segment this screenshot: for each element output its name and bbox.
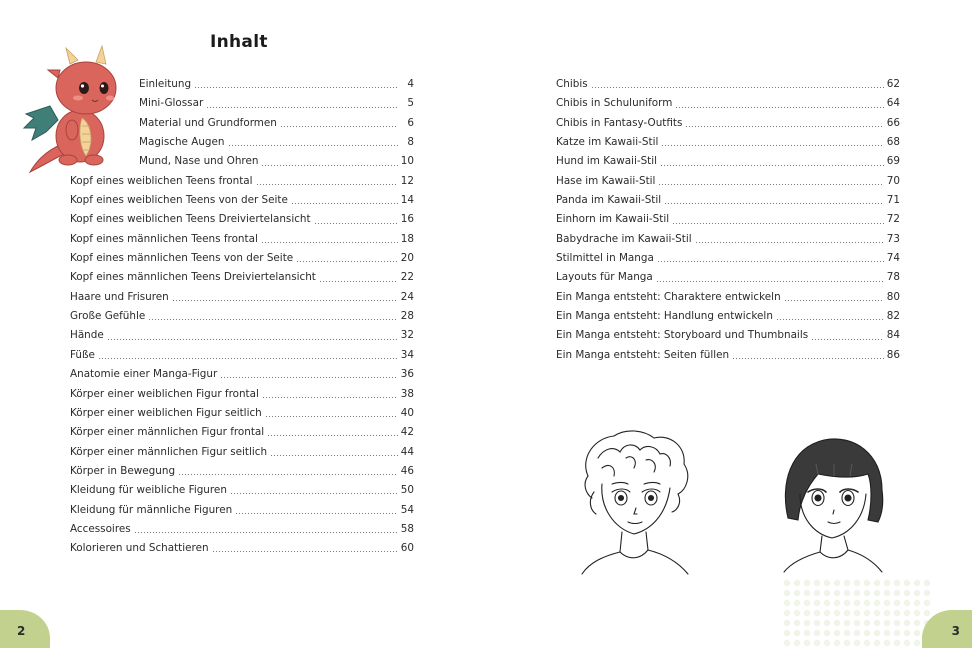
toc-leader-dots xyxy=(265,416,398,417)
toc-entry-page: 60 xyxy=(400,542,414,555)
toc-leader-dots xyxy=(172,300,398,301)
toc-entry-title: Hände xyxy=(70,329,104,342)
toc-entry-title: Körper einer männlichen Figur seitlich xyxy=(70,445,268,458)
toc-entry[interactable] xyxy=(70,346,414,365)
toc-entry[interactable] xyxy=(556,346,900,365)
toc-leader-dots xyxy=(230,493,398,494)
toc-entry[interactable] xyxy=(70,443,414,462)
toc-entry-page: 68 xyxy=(886,136,900,149)
toc-entry-page: 44 xyxy=(400,445,414,458)
toc-entry[interactable] xyxy=(70,501,414,520)
toc-entry-page: 10 xyxy=(400,155,414,168)
toc-leader-dots xyxy=(319,281,398,282)
toc-leader-dots xyxy=(194,87,398,88)
toc-entry-title: Körper in Bewegung xyxy=(70,464,176,477)
toc-leader-dots xyxy=(296,261,398,262)
toc-entry-page: 5 xyxy=(407,97,414,110)
toc-entry-page: 14 xyxy=(400,194,414,207)
toc-entry-title: Chibis in Fantasy-Outfits xyxy=(556,116,683,129)
toc-entry-title: Magische Augen xyxy=(139,136,225,149)
toc-entry-title: Kopf eines weiblichen Teens von der Seite xyxy=(70,194,288,207)
toc-entry-title: Kopf eines weiblichen Teens Dreiviertelansicht xyxy=(70,213,311,226)
toc-leader-dots xyxy=(148,319,398,320)
toc-leader-dots xyxy=(811,339,884,340)
toc-entry-title: Kopf eines männlichen Teens frontal xyxy=(70,232,258,245)
toc-entry-page: 69 xyxy=(886,155,900,168)
toc-leader-dots xyxy=(656,281,884,282)
toc-entry-page: 20 xyxy=(400,252,414,265)
toc-entry-title: Kolorieren und Schattieren xyxy=(70,542,209,555)
toc-entry[interactable] xyxy=(556,94,900,113)
toc-entry-title: Hund im Kawaii-Stil xyxy=(556,155,658,168)
toc-leader-dots xyxy=(256,184,398,185)
toc-entry-title: Körper einer weiblichen Figur seitlich xyxy=(70,406,262,419)
toc-entry-title: Anatomie einer Manga-Figur xyxy=(70,368,218,381)
toc-entry-page: 22 xyxy=(400,271,414,284)
toc-right-column xyxy=(556,75,900,365)
toc-entry-page: 12 xyxy=(400,174,414,187)
toc-leader-dots xyxy=(664,203,884,204)
toc-leader-dots xyxy=(291,203,398,204)
toc-leader-dots xyxy=(591,87,884,88)
toc-entry-title: Katze im Kawaii-Stil xyxy=(556,136,659,149)
toc-leader-dots xyxy=(261,242,398,243)
bob-haired-girl-sketch xyxy=(778,434,890,574)
toc-leader-dots xyxy=(270,455,398,456)
toc-entry[interactable] xyxy=(70,114,414,133)
toc-entry-title: Einleitung xyxy=(139,78,192,90)
toc-entry-page: 71 xyxy=(886,194,900,207)
toc-leader-dots xyxy=(98,358,398,359)
toc-entry-page: 84 xyxy=(886,329,900,342)
toc-entry-page: 70 xyxy=(886,174,900,187)
toc-entry-page: 24 xyxy=(400,290,414,303)
toc-entry[interactable] xyxy=(556,191,900,210)
toc-entry-title: Große Gefühle xyxy=(70,310,146,323)
toc-leader-dots xyxy=(695,242,884,243)
toc-entry[interactable] xyxy=(556,210,900,229)
toc-entry-page: 42 xyxy=(400,426,414,439)
toc-entry-title: Chibis in Schuluniform xyxy=(556,97,673,110)
toc-entry[interactable] xyxy=(556,288,900,307)
toc-leader-dots xyxy=(314,223,398,224)
toc-leader-dots xyxy=(657,261,884,262)
toc-entry-title: Babydrache im Kawaii-Stil xyxy=(556,232,692,245)
toc-entry[interactable] xyxy=(70,210,414,229)
toc-entry[interactable] xyxy=(70,230,414,249)
toc-entry[interactable] xyxy=(70,152,414,171)
toc-entry[interactable] xyxy=(70,423,414,442)
toc-entry-page: 38 xyxy=(400,387,414,400)
toc-entry[interactable] xyxy=(70,94,414,113)
toc-leader-dots xyxy=(261,165,398,166)
toc-leader-dots xyxy=(206,107,398,108)
toc-entry-page: 28 xyxy=(400,310,414,323)
toc-entry-title: Layouts für Manga xyxy=(556,271,653,284)
toc-leader-dots xyxy=(685,126,884,127)
toc-leader-dots xyxy=(178,474,398,475)
toc-entry[interactable] xyxy=(70,75,414,94)
toc-entry-page: 86 xyxy=(886,348,900,361)
toc-entry-page: 4 xyxy=(407,78,414,90)
toc-entry-page: 64 xyxy=(886,97,900,110)
toc-entry[interactable] xyxy=(70,172,414,191)
toc-leader-dots xyxy=(228,145,399,146)
page-number-left xyxy=(0,610,50,648)
toc-entry-title: Mund, Nase und Ohren xyxy=(139,155,259,168)
toc-left-column xyxy=(70,75,414,559)
toc-entry[interactable] xyxy=(70,462,414,481)
toc-entry[interactable] xyxy=(70,268,414,287)
toc-leader-dots xyxy=(107,339,398,340)
toc-leader-dots xyxy=(235,513,398,514)
toc-entry-page: 46 xyxy=(400,464,414,477)
toc-entry-page: 66 xyxy=(886,116,900,129)
toc-entry-page: 50 xyxy=(400,484,414,497)
toc-entry-page: 74 xyxy=(886,252,900,265)
toc-entry-page: 8 xyxy=(407,136,414,149)
toc-leader-dots xyxy=(784,300,884,301)
decorative-dot-pattern xyxy=(782,578,932,648)
curly-haired-boy-sketch xyxy=(574,428,698,578)
toc-entry-page: 80 xyxy=(886,290,900,303)
toc-leader-dots xyxy=(262,397,398,398)
toc-entry[interactable] xyxy=(70,133,414,152)
toc-entry[interactable] xyxy=(70,307,414,326)
toc-entry-page: 36 xyxy=(400,368,414,381)
toc-entry[interactable] xyxy=(70,539,414,558)
toc-leader-dots xyxy=(672,223,884,224)
toc-entry-page: 40 xyxy=(400,406,414,419)
toc-entry[interactable] xyxy=(556,133,900,152)
toc-entry-title: Ein Manga entsteht: Charaktere entwickeln xyxy=(556,290,781,303)
toc-leader-dots xyxy=(220,377,398,378)
toc-entry-title: Ein Manga entsteht: Storyboard und Thumbnails xyxy=(556,329,809,342)
page-number-right-label: 3 xyxy=(951,624,960,638)
toc-entry[interactable] xyxy=(556,249,900,268)
toc-entry-page: 78 xyxy=(886,271,900,284)
toc-entry[interactable] xyxy=(70,326,414,345)
toc-entry[interactable] xyxy=(556,268,900,287)
toc-entry-title: Kopf eines männlichen Teens von der Seite xyxy=(70,252,294,265)
toc-entry-page: 32 xyxy=(400,329,414,342)
toc-entry-title: Einhorn im Kawaii-Stil xyxy=(556,213,670,226)
toc-leader-dots xyxy=(776,319,884,320)
toc-entry[interactable] xyxy=(70,288,414,307)
toc-entry-page: 73 xyxy=(886,232,900,245)
toc-entry-title: Kleidung für weibliche Figuren xyxy=(70,484,227,497)
toc-leader-dots xyxy=(660,165,884,166)
toc-entry-page: 18 xyxy=(400,232,414,245)
toc-entry-title: Kopf eines weiblichen Teens frontal xyxy=(70,174,253,187)
toc-entry-title: Stilmittel in Manga xyxy=(556,252,654,265)
toc-entry[interactable] xyxy=(556,114,900,133)
page-title: Inhalt xyxy=(210,32,268,52)
toc-entry[interactable] xyxy=(556,326,900,345)
toc-entry[interactable] xyxy=(556,172,900,191)
toc-entry-page: 58 xyxy=(400,522,414,535)
toc-entry[interactable] xyxy=(70,249,414,268)
toc-entry-page: 72 xyxy=(886,213,900,226)
toc-entry[interactable] xyxy=(70,365,414,384)
toc-entry-title: Mini-Glossar xyxy=(139,97,204,110)
toc-entry[interactable] xyxy=(556,152,900,171)
toc-leader-dots xyxy=(658,184,884,185)
toc-entry-title: Füße xyxy=(70,348,95,361)
toc-entry-title: Accessoires xyxy=(70,522,131,535)
toc-entry-title: Hase im Kawaii-Stil xyxy=(556,174,656,187)
toc-leader-dots xyxy=(675,107,884,108)
toc-entry[interactable] xyxy=(70,385,414,404)
toc-entry[interactable] xyxy=(70,191,414,210)
toc-leader-dots xyxy=(134,532,398,533)
toc-entry-page: 6 xyxy=(407,116,414,129)
toc-leader-dots xyxy=(661,145,884,146)
toc-entry[interactable] xyxy=(70,520,414,539)
toc-entry-title: Material und Grundformen xyxy=(139,116,277,129)
toc-entry[interactable] xyxy=(556,75,900,94)
toc-entry[interactable] xyxy=(556,230,900,249)
toc-entry[interactable] xyxy=(70,404,414,423)
toc-entry-title: Ein Manga entsteht: Handlung entwickeln xyxy=(556,310,773,323)
toc-entry-title: Ein Manga entsteht: Seiten füllen xyxy=(556,348,730,361)
toc-leader-dots xyxy=(267,435,398,436)
toc-entry-page: 62 xyxy=(886,78,900,90)
toc-entry-title: Körper einer männlichen Figur frontal xyxy=(70,426,265,439)
toc-entry-title: Kleidung für männliche Figuren xyxy=(70,503,233,516)
toc-entry-title: Panda im Kawaii-Stil xyxy=(556,194,662,207)
toc-leader-dots xyxy=(280,126,398,127)
toc-leader-dots xyxy=(212,551,398,552)
toc-entry-title: Körper einer weiblichen Figur frontal xyxy=(70,387,259,400)
toc-entry-page: 34 xyxy=(400,348,414,361)
toc-entry[interactable] xyxy=(70,481,414,500)
toc-entry-title: Haare und Frisuren xyxy=(70,290,169,303)
toc-entry-page: 16 xyxy=(400,213,414,226)
page-number-left-label: 2 xyxy=(17,624,26,638)
toc-entry-title: Kopf eines männlichen Teens Dreiviertelansicht xyxy=(70,271,316,284)
toc-entry-title: Chibis xyxy=(556,78,588,90)
toc-entry[interactable] xyxy=(556,307,900,326)
toc-entry-page: 82 xyxy=(886,310,900,323)
toc-leader-dots xyxy=(732,358,884,359)
toc-entry-page: 54 xyxy=(400,503,414,516)
